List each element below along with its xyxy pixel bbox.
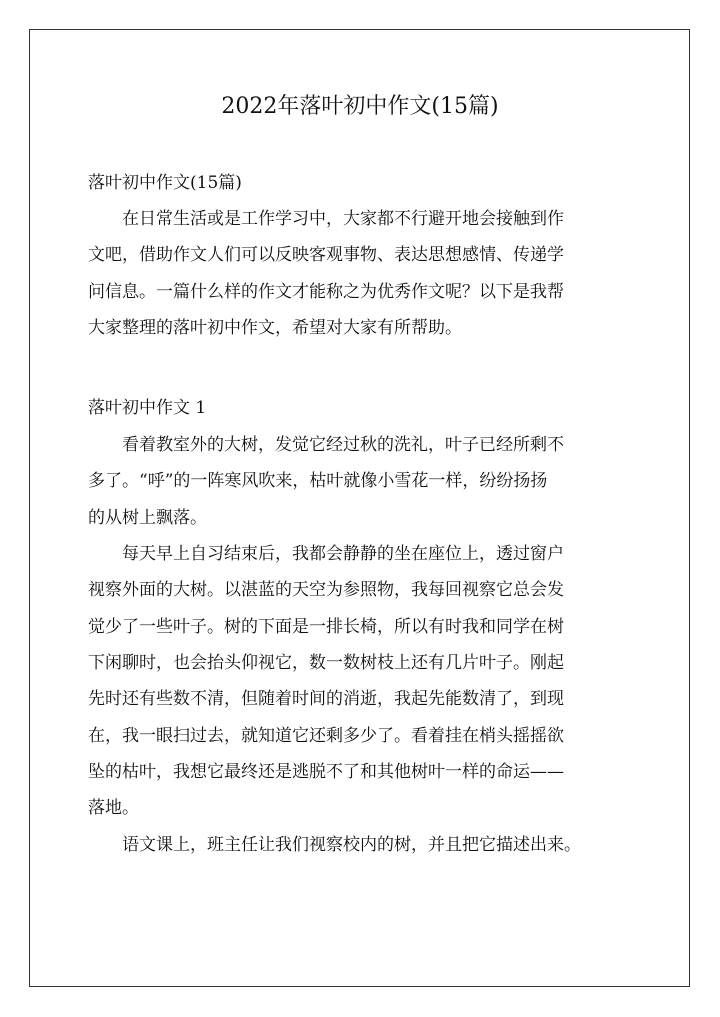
paragraph-line: 看着教室外的大树，发觉它经过秋的洗礼，叶子已经所剩不 — [122, 435, 564, 455]
paragraph-line: 坠的枯叶，我想它最终还是逃脱不了和其他树叶一样的命运—— — [88, 762, 564, 782]
intro-line: 大家整理的落叶初中作文，希望对大家有所帮助。 — [88, 318, 462, 338]
paragraph-line: 落地。 — [88, 798, 139, 818]
paragraph-line: 视察外面的大树。以湛蓝的天空为参照物，我每回视察它总会发 — [88, 580, 564, 600]
paragraph-line: 的从树上飘落。 — [88, 508, 207, 528]
intro-line: 文吧，借助作文人们可以反映客观事物、表达思想感情、传递学 — [88, 245, 564, 265]
section-heading: 落叶初中作文 1 — [88, 398, 207, 418]
paragraph-line: 先时还有些数不清，但随着时间的消逝，我起先能数清了，到现 — [88, 689, 564, 709]
intro-line: 问信息。一篇什么样的作文才能称之为优秀作文呢？以下是我帮 — [88, 282, 564, 302]
paragraph-line: 在，我一眼扫过去，就知道它还剩多少了。看着挂在梢头摇摇欲 — [88, 726, 564, 746]
paragraph-line: 觉少了一些叶子。树的下面是一排长椅，所以有时我和同学在树 — [88, 617, 564, 637]
paragraph-line: 下闲聊时，也会抬头仰视它，数一数树枝上还有几片叶子。刚起 — [88, 653, 564, 673]
paragraph-line: 多了。“呼”的一阵寒风吹来，枯叶就像小雪花一样，纷纷扬扬 — [88, 471, 548, 491]
intro-line: 在日常生活或是工作学习中，大家都不行避开地会接触到作 — [122, 209, 564, 229]
paragraph-line: 每天早上自习结束后，我都会静静的坐在座位上，透过窗户 — [122, 544, 564, 564]
paragraph-line: 语文课上，班主任让我们视察校内的树，并且把它描述出来。 — [122, 835, 581, 855]
document-title: 2022年落叶初中作文(15篇) — [221, 94, 499, 119]
document-subtitle: 落叶初中作文(15篇) — [88, 173, 242, 193]
